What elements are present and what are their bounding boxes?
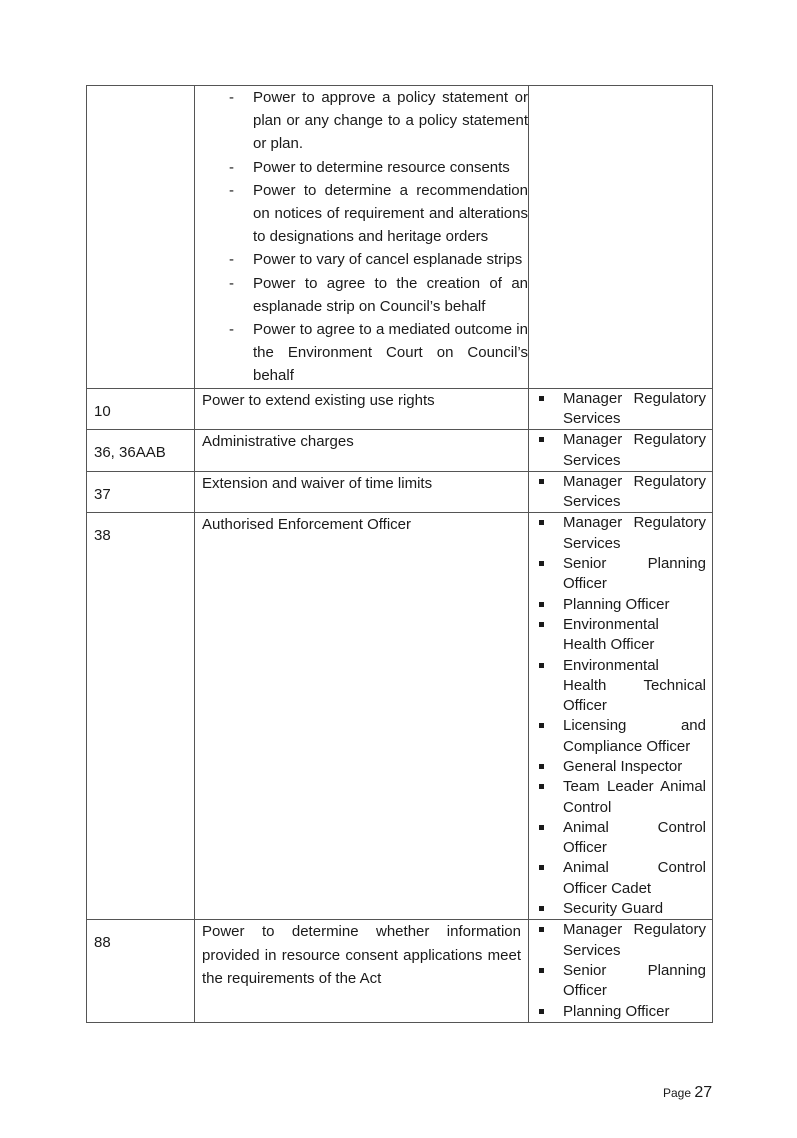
page-number: 27	[694, 1084, 713, 1101]
power-cell: Power to extend existing use rights	[195, 388, 529, 430]
delegate-cell	[529, 430, 713, 472]
bullet-icon	[539, 663, 544, 668]
delegate-list	[529, 920, 712, 1021]
bullet-icon	[539, 865, 544, 870]
list-item: Senior Planning Officer	[538, 554, 706, 595]
list-item: - Power to vary of cancel esplanade strips	[229, 251, 523, 269]
section-cell: 37	[87, 471, 195, 513]
bullet-icon	[539, 479, 544, 484]
table-row-continued	[87, 86, 713, 389]
power-cell: Power to determine whether information provided in resource consent applications meet the requirements of the Act	[195, 920, 529, 1022]
bullet-icon	[539, 784, 544, 789]
delegate-list	[529, 430, 712, 471]
bullet-icon	[539, 622, 544, 627]
table-row	[87, 430, 713, 472]
delegate-list	[529, 513, 712, 919]
bullet-icon	[539, 602, 544, 607]
bullet-icon	[539, 437, 544, 442]
power-cell: Authorised Enforcement Officer	[195, 513, 529, 920]
list-item: - Power to agree to the creation of an esplanade strip on Council’s behalf	[229, 274, 528, 315]
bullet-icon	[539, 927, 544, 932]
list-item: Senior Planning Officer	[538, 961, 706, 1002]
section-cell	[87, 86, 195, 389]
list-item: - Power to determine resource consents	[229, 158, 510, 176]
list-item: Manager Regulatory Services	[538, 513, 706, 554]
list-item: - Power to agree to a mediated outcome in the Environment Court on Council’s behalf	[229, 321, 528, 385]
bullet-icon	[539, 1009, 544, 1014]
page-footer	[663, 1084, 712, 1102]
bullet-icon	[539, 825, 544, 830]
delegate-cell	[529, 513, 713, 920]
page-label: Page	[663, 1086, 692, 1100]
section-cell: 88	[87, 920, 195, 1022]
list-item: Environmental Health Officer	[538, 615, 706, 656]
list-item: Manager Regulatory Services	[538, 430, 706, 471]
list-item: - Power to determine a recommendation on notices of requirement and alterations to designations and heritage orders	[229, 181, 528, 246]
bullet-icon	[539, 396, 544, 401]
list-item: Manager Regulatory Services	[538, 389, 706, 430]
bullet-icon	[539, 520, 544, 525]
power-cell: Extension and waiver of time limits	[195, 471, 529, 513]
power-cell	[195, 86, 529, 389]
continued-power-list	[195, 86, 528, 388]
list-item: General Inspector	[538, 757, 706, 777]
list-item: Animal Control Officer Cadet	[538, 858, 706, 899]
bullet-icon	[539, 906, 544, 911]
list-item: Planning Officer	[538, 595, 706, 615]
delegate-cell	[529, 86, 713, 389]
delegate-list	[529, 389, 712, 430]
list-item: Manager Regulatory Services	[538, 920, 706, 961]
list-item: Team Leader Animal Control	[538, 777, 706, 818]
list-item: Environmental Health Technical Officer	[538, 656, 706, 717]
table-row	[87, 388, 713, 430]
bullet-icon	[539, 764, 544, 769]
section-cell: 36, 36AAB	[87, 430, 195, 472]
list-item: Animal Control Officer	[538, 818, 706, 859]
list-item: Licensing and Compliance Officer	[538, 716, 706, 757]
delegate-cell	[529, 920, 713, 1022]
table-row	[87, 920, 713, 1022]
bullet-icon	[539, 968, 544, 973]
list-item: Security Guard	[538, 899, 706, 919]
delegate-cell	[529, 388, 713, 430]
bullet-icon	[539, 723, 544, 728]
list-item: Planning Officer	[538, 1002, 706, 1022]
table-row	[87, 471, 713, 513]
list-item: Manager Regulatory Services	[538, 472, 706, 513]
delegate-cell	[529, 471, 713, 513]
list-item: - Power to approve a policy statement or plan or any change to a policy statement or plan.	[229, 89, 528, 153]
bullet-icon	[539, 561, 544, 566]
power-cell: Administrative charges	[195, 430, 529, 472]
table-row	[87, 513, 713, 920]
section-cell: 10	[87, 388, 195, 430]
delegate-list	[529, 472, 712, 513]
section-cell: 38	[87, 513, 195, 920]
delegations-table	[86, 85, 713, 1023]
